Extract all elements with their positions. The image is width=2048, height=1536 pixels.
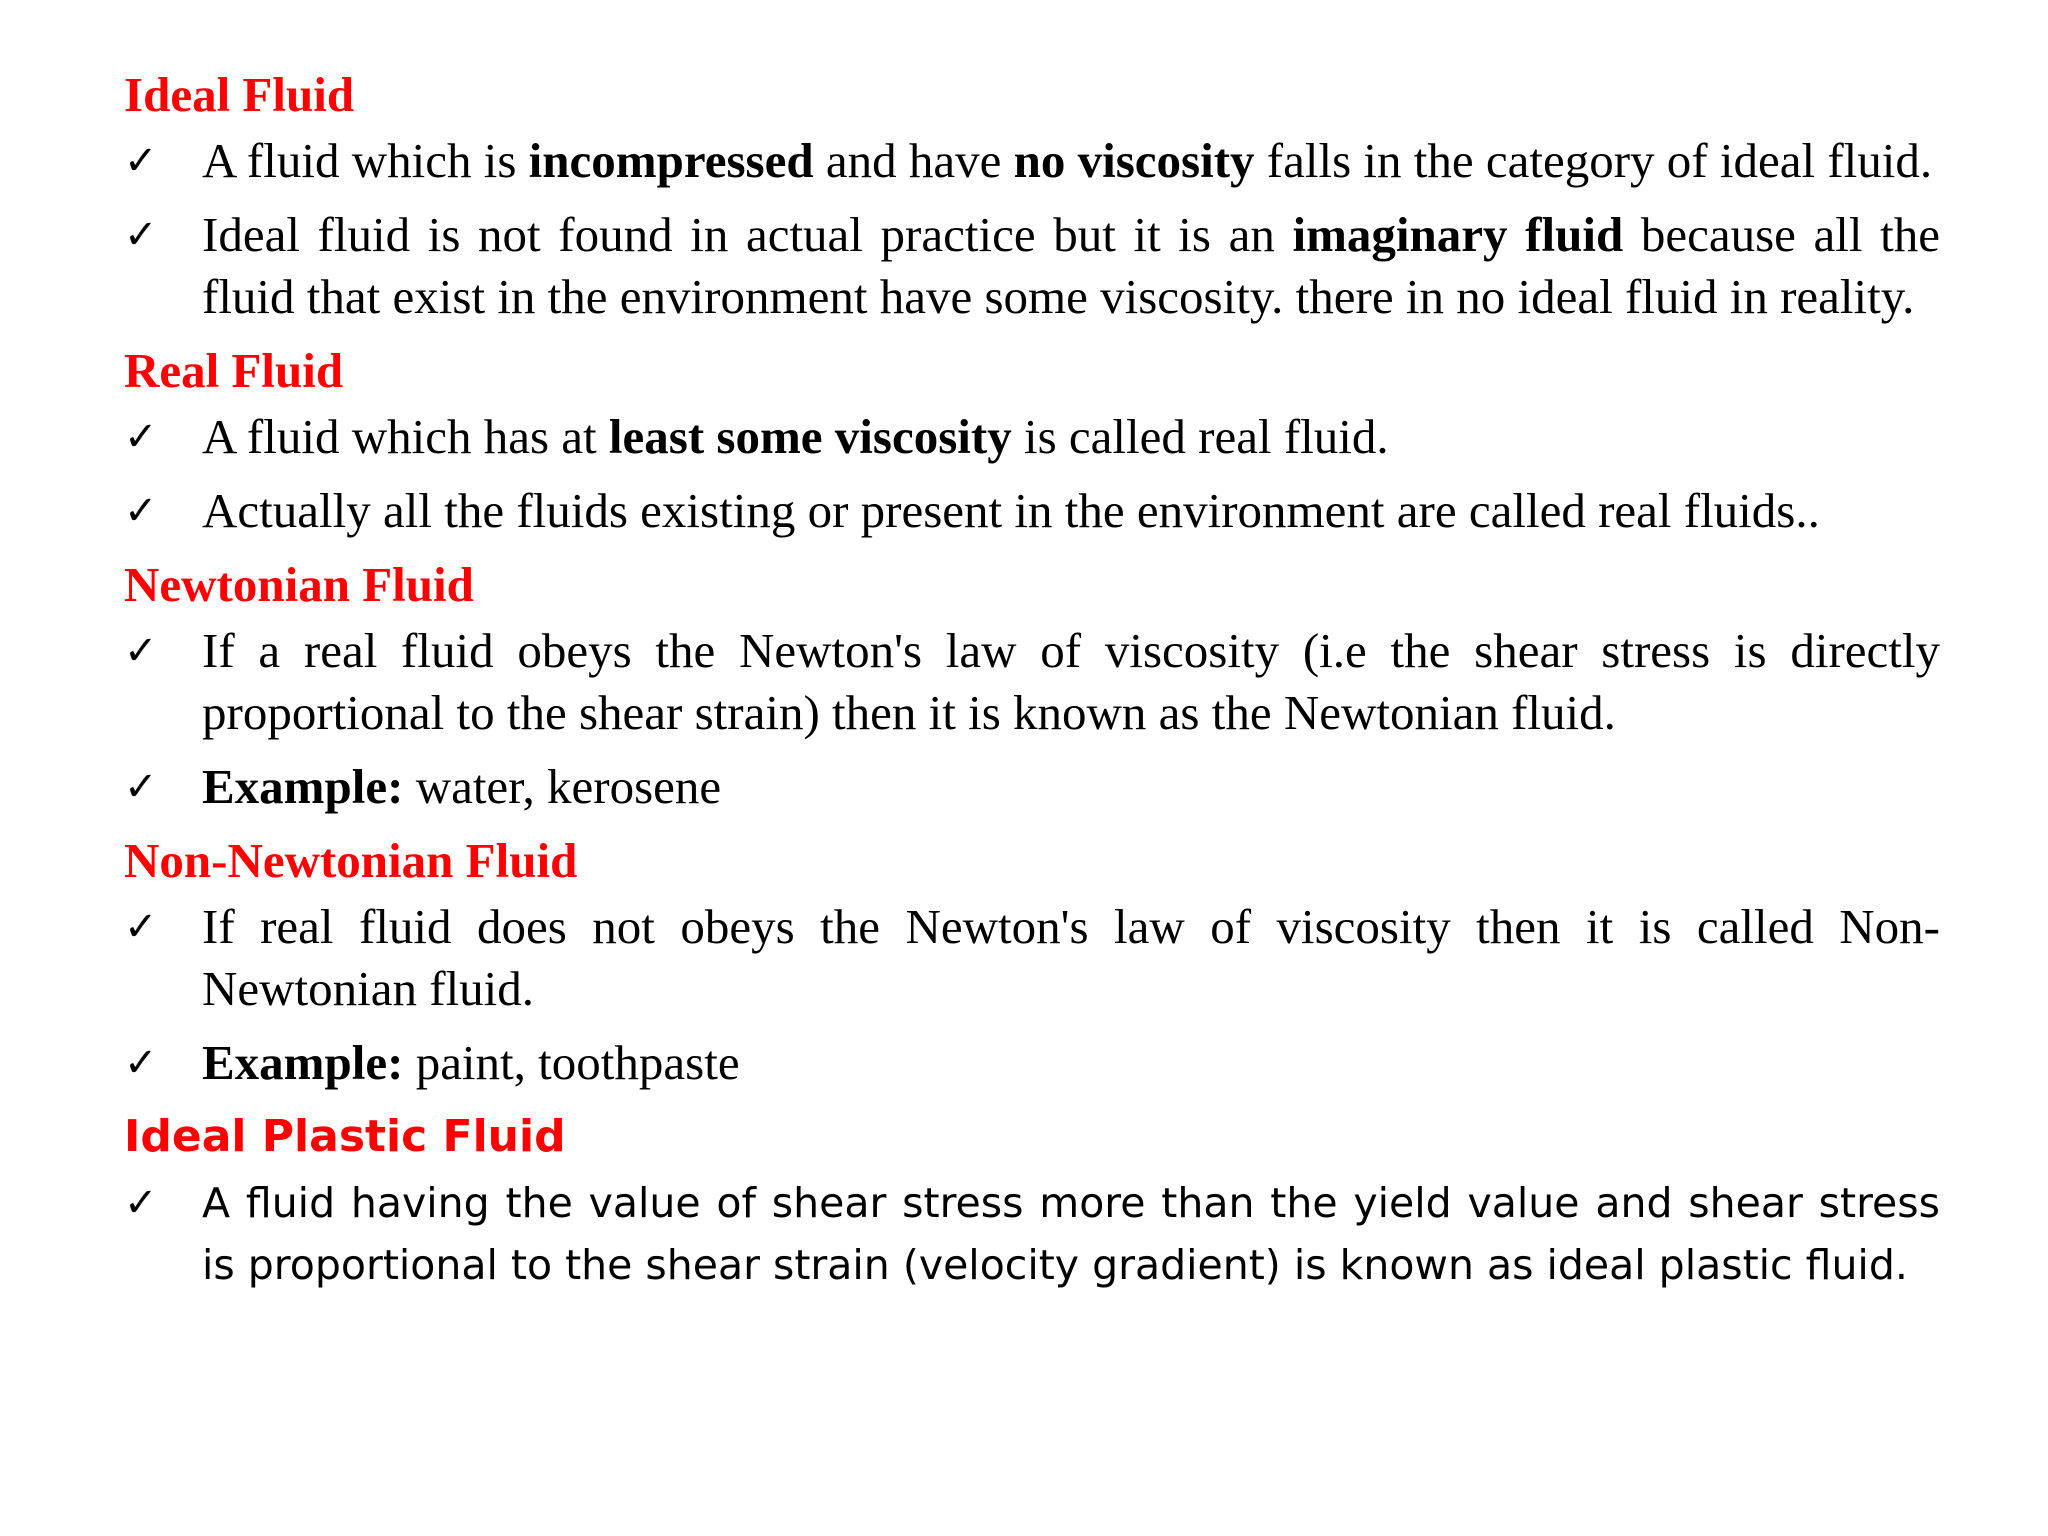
bullet-item — [124, 1032, 1940, 1094]
bullet-bold-text: Example: — [202, 759, 404, 814]
bullet-text: water, kerosene — [403, 759, 722, 814]
bullet-text: because all the fluid that exist in the environment have some viscosity. there in no ideal fluid in reality. — [202, 207, 1940, 324]
bullet-text: If real fluid does not obeys the Newton's law of viscosity then it is called Non-Newtonian fluid. — [202, 899, 1940, 1016]
slide-content — [124, 64, 1940, 1308]
section-heading: Real Fluid — [124, 343, 344, 398]
bullet-text: A fluid which has at — [202, 409, 609, 464]
check-mark-icon: ✓ — [124, 764, 158, 810]
bullet-text: Ideal fluid is not found in actual practice but it is an — [202, 207, 1293, 262]
bullet-item — [124, 130, 1940, 192]
bullet-text: A fluid which is — [202, 133, 529, 188]
section-heading: Ideal Plastic Fluid — [124, 1111, 566, 1162]
section-heading: Newtonian Fluid — [124, 557, 474, 612]
bullet-text: is called real fluid. — [1011, 409, 1389, 464]
section-heading: Ideal Fluid — [124, 67, 355, 122]
section-heading: Non-Newtonian Fluid — [124, 833, 578, 888]
check-mark-icon: ✓ — [124, 628, 158, 674]
check-mark-icon: ✓ — [124, 212, 158, 258]
bullet-text: and have — [813, 133, 1014, 188]
bullet-item — [124, 406, 1940, 468]
bullet-text: Actually all the fluids existing or present in the environment are called real fluids.. — [202, 483, 1820, 538]
bullet-text: falls in the category of ideal fluid. — [1254, 133, 1933, 188]
bullet-bold-text: Example: — [202, 1035, 404, 1090]
check-mark-icon: ✓ — [124, 1180, 158, 1226]
check-mark-icon: ✓ — [124, 138, 158, 184]
check-mark-icon: ✓ — [124, 1040, 158, 1086]
bullet-text: If a real fluid obeys the Newton's law of viscosity (i.e the shear stress is directly proportional to the shear strain) then it is known as the Newtonian fluid. — [202, 623, 1940, 740]
check-mark-icon: ✓ — [124, 488, 158, 534]
bullet-bold-text: incompressed — [528, 133, 814, 188]
bullet-item — [124, 480, 1940, 542]
bullet-bold-text: no viscosity — [1013, 133, 1255, 188]
bullet-text: A fluid having the value of shear stress more than the yield value and shear stress is proportional to the shear strain (velocity gradient) is known as ideal plastic fluid. — [202, 1179, 1940, 1289]
bullet-item — [124, 620, 1940, 744]
bullet-item — [124, 756, 1940, 818]
bullet-item — [124, 1172, 1940, 1296]
bullet-text: paint, toothpaste — [403, 1035, 740, 1090]
check-mark-icon: ✓ — [124, 414, 158, 460]
bullet-item — [124, 204, 1940, 328]
bullet-item — [124, 896, 1940, 1020]
bullet-bold-text: least some viscosity — [608, 409, 1012, 464]
bullet-bold-text: imaginary fluid — [1292, 207, 1624, 262]
check-mark-icon: ✓ — [124, 904, 158, 950]
